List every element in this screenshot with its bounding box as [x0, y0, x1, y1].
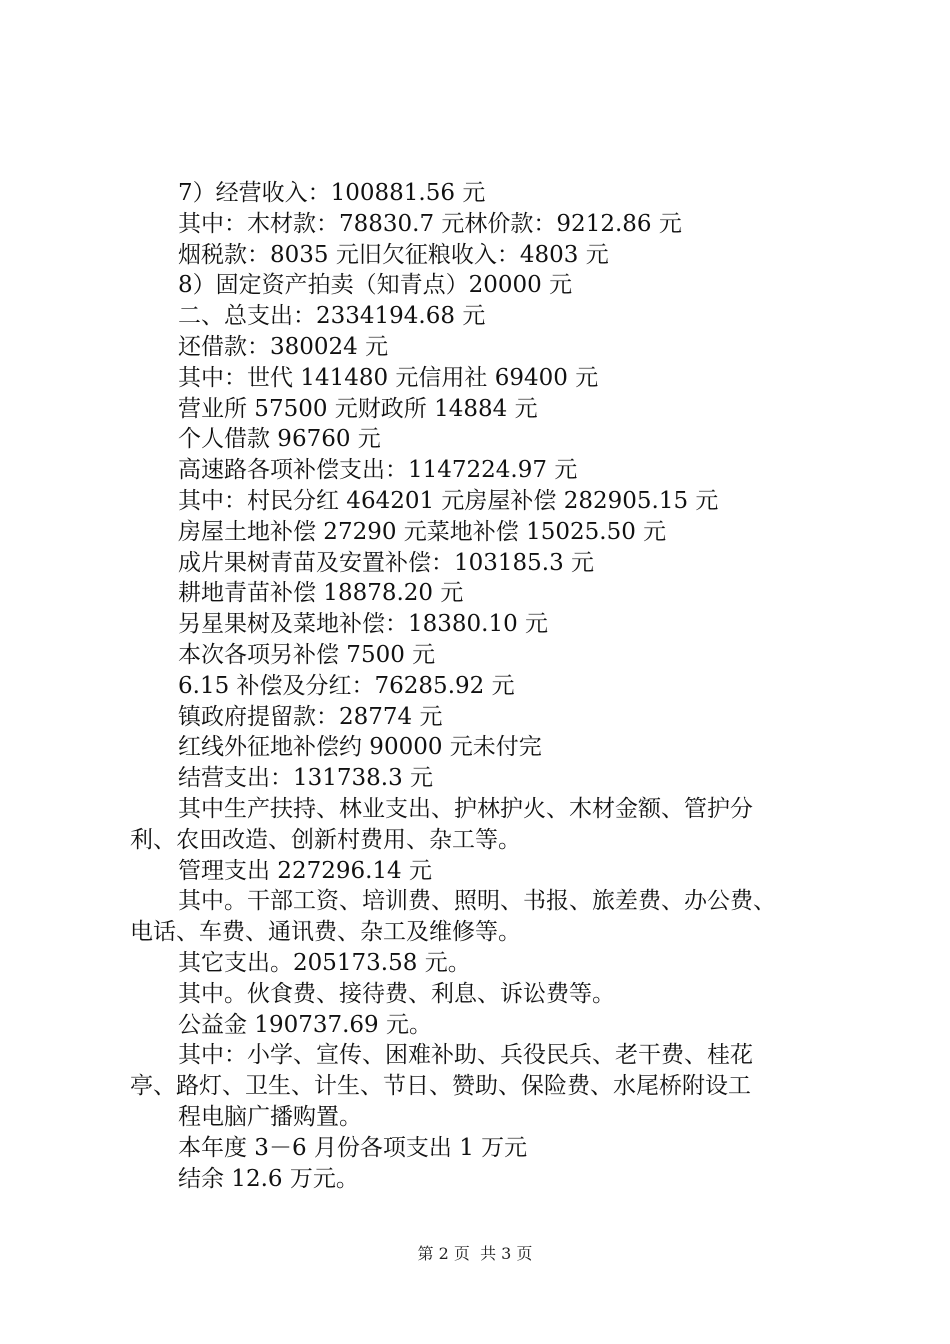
text-line: 其中。干部工资、培训费、照明、书报、旅差费、办公费、: [178, 888, 776, 915]
text-line: 6.15 补偿及分红：76285.92 元: [178, 672, 515, 699]
text-line: 其中：小学、宣传、困难补助、兵役民兵、老干费、桂花: [178, 1042, 753, 1069]
text-line-continuation: 亭、路灯、卫生、计生、节日、赞助、保险费、水尾桥附设工: [130, 1073, 751, 1100]
text-line: 其中。伙食费、接待费、利息、诉讼费等。: [178, 980, 615, 1007]
text-line: 烟税款：8035 元旧欠征粮收入：4803 元: [178, 241, 609, 268]
text-line: 还借款：380024 元: [178, 333, 389, 360]
text-line: 其它支出。205173.58 元。: [178, 949, 471, 976]
document-body: [130, 178, 840, 1194]
text-line: 其中生产扶持、林业支出、护林护火、木材金额、管护分: [178, 795, 753, 822]
text-line: 二、总支出：2334194.68 元: [178, 303, 486, 330]
text-line: 高速路各项补偿支出：1147224.97 元: [178, 457, 578, 484]
text-line: 公益金 190737.69 元。: [178, 1011, 432, 1038]
text-line: 房屋土地补偿 27290 元菜地补偿 15025.50 元: [178, 518, 667, 545]
text-line: 红线外征地补偿约 90000 元未付完: [178, 734, 542, 761]
text-line: 程电脑广播购置。: [178, 1103, 362, 1130]
text-line: 本年度 3－6 月份各项支出 1 万元: [178, 1134, 528, 1161]
text-line: 个人借款 96760 元: [178, 426, 381, 453]
text-line: 另星果树及菜地补偿：18380.10 元: [178, 611, 549, 638]
text-line: 营业所 57500 元财政所 14884 元: [178, 395, 538, 422]
text-line: 结营支出：131738.3 元: [178, 765, 434, 792]
text-line: 镇政府提留款：28774 元: [178, 703, 443, 730]
text-line: 耕地青苗补偿 18878.20 元: [178, 580, 464, 607]
text-line: 7）经营收入：100881.56 元: [178, 180, 486, 206]
text-line-continuation: 电话、车费、通讯费、杂工及维修等。: [130, 919, 521, 946]
text-line: 其中：木材款：78830.7 元林价款：9212.86 元: [178, 210, 682, 237]
text-line: 管理支出 227296.14 元: [178, 857, 432, 884]
text-line-continuation: 利、农田改造、创新村费用、杂工等。: [130, 826, 521, 853]
text-line: 8）固定资产拍卖（知青点）20000 元: [178, 272, 573, 299]
text-line: 本次各项另补偿 7500 元: [178, 641, 436, 668]
text-line: 其中：村民分红 464201 元房屋补偿 282905.15 元: [178, 487, 719, 514]
text-line: 成片果树青苗及安置补偿：103185.3 元: [178, 549, 595, 576]
text-line: 结余 12.6 万元。: [178, 1165, 359, 1192]
page-number-label: 第 2 页 共 3 页: [417, 1244, 533, 1263]
text-line: 其中：世代 141480 元信用社 69400 元: [178, 364, 599, 391]
page-footer: [0, 1244, 950, 1264]
